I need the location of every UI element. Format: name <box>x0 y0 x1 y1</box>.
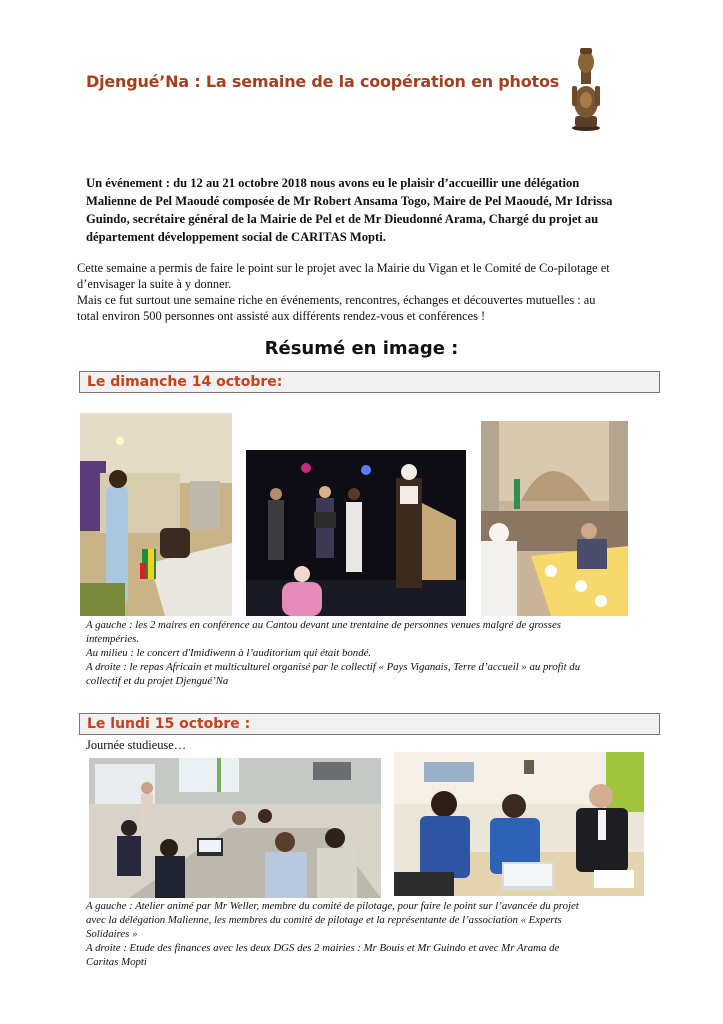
photo-etude-finances <box>394 752 644 896</box>
photo-concert-imidiwenn <box>246 450 466 616</box>
section-sunday-caption <box>86 618 676 688</box>
photo-atelier-weller <box>89 758 381 898</box>
section-heading-text: Le dimanche 14 octobre: <box>87 374 283 390</box>
caption-line: A droite : Etude des finances avec les deux DGS des 2 mairies : Mr Bouis et Mr Guindo et avec Mr Arama de <box>86 942 560 954</box>
african-statue-image <box>566 42 606 132</box>
caption-line: Caritas Mopti <box>86 956 147 968</box>
body-line: Mais ce fut surtout une semaine riche en événements, rencontres, échanges et découvertes mutuelles : au <box>77 293 596 307</box>
body-line: Cette semaine a permis de faire le point sur le projet avec la Mairie du Vigan et le Comité de Co-pilotage et <box>77 261 610 275</box>
section-heading-sunday <box>79 371 660 393</box>
intro-line: Malienne de Pel Maoudé composée de Mr Robert Ansama Togo, Maire de Pel Maoudé, Mr Idrissa <box>86 194 613 208</box>
section-monday-subline: Journée studieuse… <box>86 738 187 752</box>
section-monday-caption <box>86 899 676 969</box>
intro-line: Un événement : du 12 au 21 octobre 2018 nous avons eu le plaisir d’accueillir une délégation <box>86 176 580 190</box>
section-heading-monday <box>79 713 660 735</box>
body-line: total environ 500 personnes ont assisté aux différents rendez-vous et conférences ! <box>77 309 486 323</box>
caption-line: A droite : le repas Africain et multiculturel organisé par le collectif « Pays Viganais, Terre d’accueil » au profit du <box>86 661 581 673</box>
caption-line: A gauche : Atelier animé par Mr Weller, membre du comité de pilotage, pour faire le point sur l’avancée du projet <box>86 900 579 912</box>
intro-line: Guindo, secrétaire général de la Mairie de Pel et de Mr Dieudonné Arama, Chargé du projet au <box>86 212 599 226</box>
section-heading-text: Le lundi 15 octobre : <box>87 716 251 732</box>
caption-line: A gauche : les 2 maires en conférence au Cantou devant une trentaine de personnes venues malgré de grosses <box>86 619 561 631</box>
photo-conference-cantou <box>80 413 232 616</box>
caption-line: avec la délégation Malienne, les membres du comité de pilotage et la représentante de l’association « Experts <box>86 914 562 926</box>
intro-paragraph <box>86 174 646 246</box>
resume-heading: Résumé en image : <box>264 338 459 359</box>
page-title: Djengué’Na : La semaine de la coopération en photos <box>86 72 560 91</box>
photo-repas-africain <box>481 421 628 616</box>
caption-line: Solidaires » <box>86 928 138 940</box>
body-line: d’envisager la suite à y donner. <box>77 277 232 291</box>
body-paragraph <box>77 260 667 324</box>
caption-line: intempéries. <box>86 633 140 645</box>
caption-line: Au milieu : le concert d'Imidiwenn à l’auditorium qui était bondé. <box>86 647 372 659</box>
intro-line: département développement social de CARITAS Mopti. <box>86 230 386 244</box>
caption-line: collectif et du projet Djengué’Na <box>86 675 229 687</box>
